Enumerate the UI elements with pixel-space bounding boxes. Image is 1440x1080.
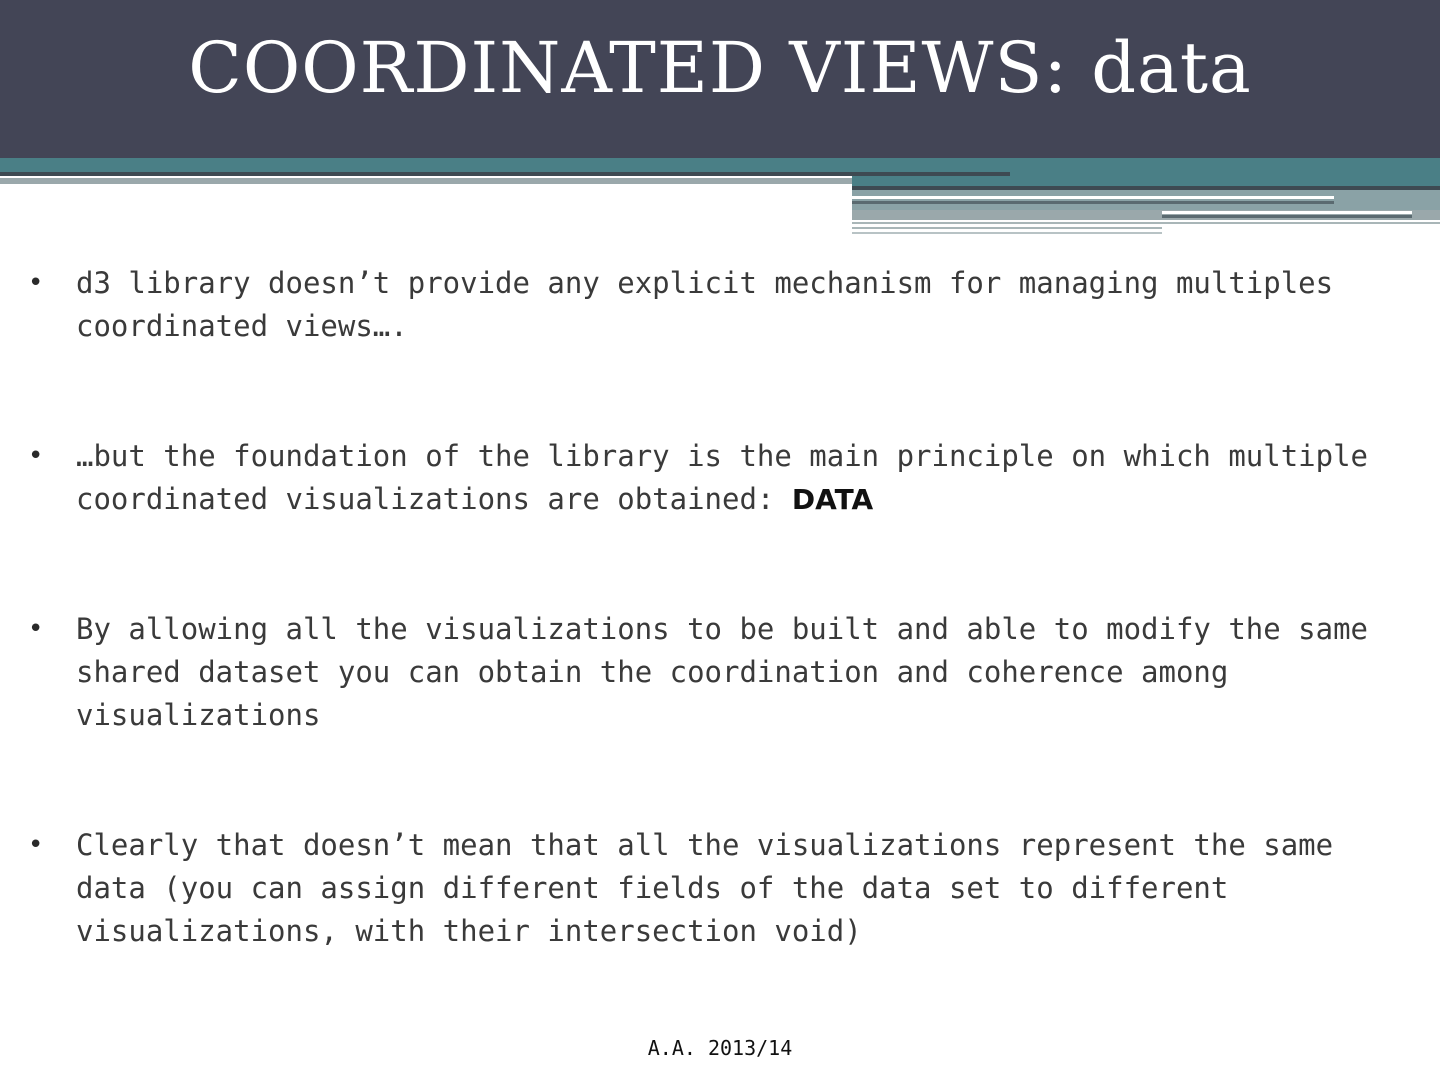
white-line-2: [1162, 211, 1412, 214]
bullet-text: By allowing all the visualizations to be built and able to modify the same shared dataset you can obtain the coordination and coherence among visualizations: [76, 612, 1369, 732]
dark-line: [852, 172, 1010, 176]
bullet-item: [28, 824, 1418, 953]
gray-band: [852, 190, 1440, 210]
bullet-emphasis: DATA: [791, 483, 874, 516]
bullet-text: Clearly that doesn’t mean that all the visualizations represent the same data (you can assign different fields of the data set to different visualizations, with their intersection void): [76, 828, 1334, 948]
bullet-item: [28, 435, 1418, 521]
bullet-text: d3 library doesn’t provide any explicit mechanism for managing multiples coordinated views….: [76, 266, 1334, 343]
slide-title: COORDINATED VIEWS: data: [188, 27, 1252, 109]
bullet-icon: •: [28, 441, 44, 471]
teal-stripe: [0, 158, 1440, 172]
gray-stripe: [0, 178, 852, 184]
thin-line-3: [852, 232, 1162, 234]
bullet-icon: •: [28, 830, 44, 860]
bullet-icon: •: [28, 268, 44, 298]
dark-line-3: [1162, 215, 1412, 218]
bullet-icon: •: [28, 614, 44, 644]
dark-line-2: [852, 201, 1334, 204]
thin-line-1: [852, 222, 1440, 224]
bullet-text: …but the foundation of the library is the main principle on which multiple coordinated visualizations are obtained:: [76, 439, 1369, 516]
title-bar: [0, 0, 1440, 158]
bullet-item: [28, 608, 1418, 737]
thin-line-2: [852, 227, 1162, 229]
white-line-1: [852, 196, 1334, 199]
bullet-item: [28, 262, 1418, 348]
bullet-list: [28, 262, 1418, 953]
footer-text: A.A. 2013/14: [647, 1036, 793, 1060]
dark-stripe: [0, 172, 852, 176]
